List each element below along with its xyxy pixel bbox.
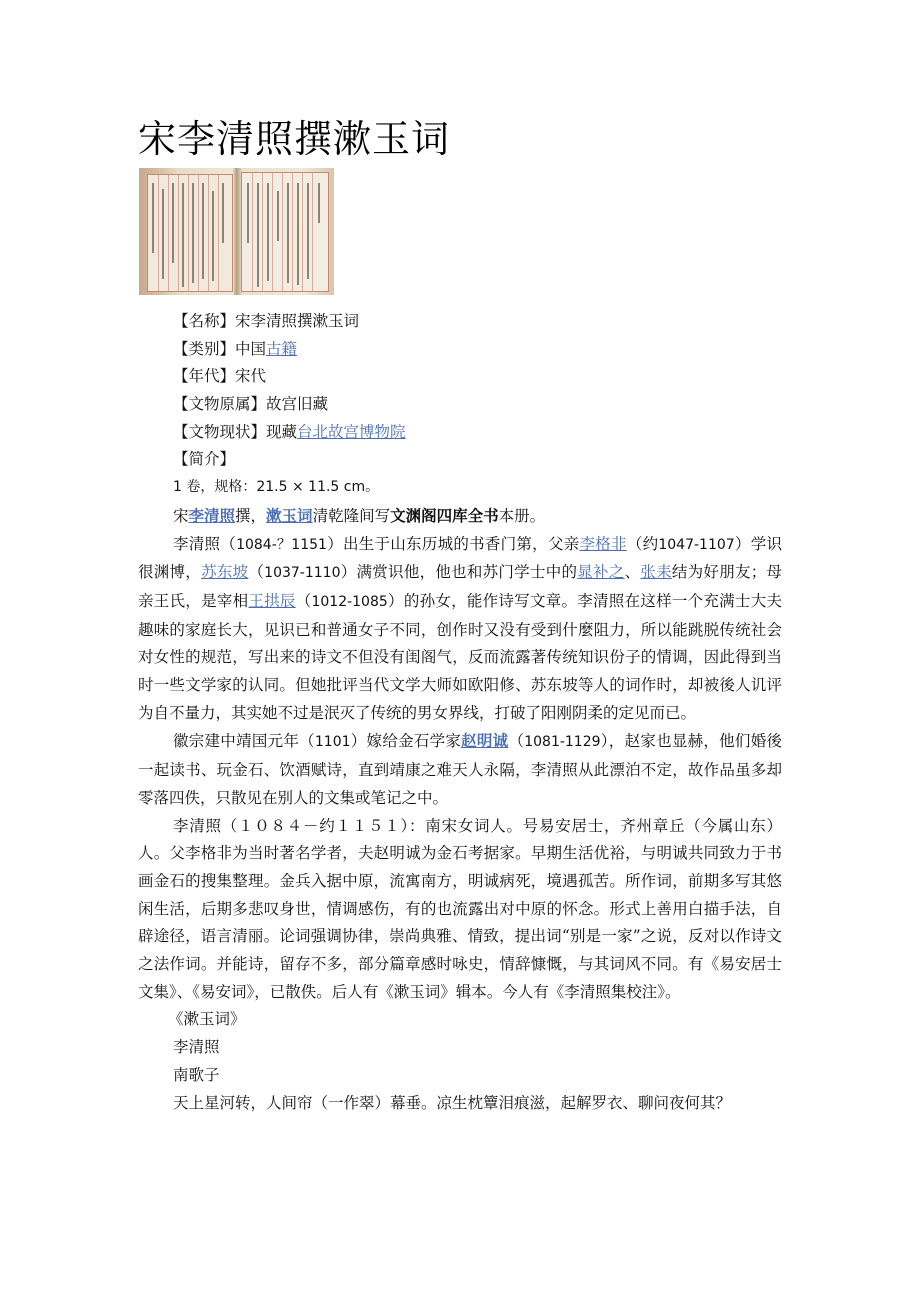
intro-line bbox=[138, 502, 782, 531]
document-title: 宋李清照撰漱玉词 bbox=[138, 117, 451, 161]
meta-status-prefix: 现藏 bbox=[266, 422, 298, 441]
meta-name-row bbox=[173, 308, 782, 336]
link-wang-gongchen[interactable]: 王拱辰 bbox=[248, 591, 296, 610]
link-chao-buzhi[interactable]: 晁补之 bbox=[577, 563, 625, 582]
manuscript-right-page bbox=[241, 172, 329, 292]
meta-category-row bbox=[173, 336, 782, 364]
link-su-dongpo[interactable]: 苏东坡 bbox=[201, 563, 249, 582]
intro-text-3: 清乾隆间写 bbox=[312, 506, 391, 525]
p1-text-2: ）出生于山东历城的书香门第，父亲 bbox=[326, 534, 580, 553]
p1-text-6: ）满赏识他，他也和苏门学士中的 bbox=[340, 563, 578, 582]
p2-text-4: ），赵家也显赫，他们婚後一起读书、玩金石、饮酒赋诗，直到靖康之难天人永隔，李清照从此漂泊不定，故作品虽多却零落四佚，只散见在别人的文集或笔记之中。 bbox=[138, 732, 782, 807]
p1-text-7: 、 bbox=[624, 563, 641, 582]
metadata-list bbox=[173, 308, 782, 502]
poem-author: 李清照 bbox=[173, 1038, 220, 1057]
intro-text-4: 本册。 bbox=[498, 506, 546, 525]
meta-name-value: 宋李清照撰漱玉词 bbox=[235, 312, 360, 330]
p1-text-9: （ bbox=[295, 591, 312, 610]
link-li-qingzhao[interactable]: 李清照 bbox=[188, 505, 236, 525]
p2-text-1: 徽宗建中靖国元年（ bbox=[173, 732, 315, 751]
meta-category-prefix: 中国 bbox=[235, 339, 267, 358]
meta-category-label: 【类别】 bbox=[173, 339, 236, 358]
poem-verse: 天上星河转，人间帘（一作翠）幕垂。凉生枕簟泪痕滋，起解罗衣、聊问夜何其？ bbox=[173, 1093, 732, 1112]
p2-text-2: ）嫁给金石学家 bbox=[350, 732, 462, 751]
manuscript-photo bbox=[139, 168, 334, 295]
p1-years-1: 1084-？1151 bbox=[236, 536, 327, 553]
meta-status-row bbox=[173, 419, 782, 447]
p1-years-4: 1012-1085 bbox=[311, 593, 388, 610]
meta-era-row bbox=[173, 363, 782, 391]
meta-origin-label: 【文物原属】 bbox=[173, 395, 267, 414]
meta-name-label: 【名称】 bbox=[173, 312, 236, 330]
meta-intro-row bbox=[173, 446, 782, 474]
p1-years-2: 1047-1107 bbox=[658, 536, 735, 553]
p1-text-8: 结为好朋友；母亲王氏，是宰相 bbox=[138, 563, 782, 610]
p1-text-1: 李清照（ bbox=[173, 534, 237, 553]
p2-text-3: （ bbox=[508, 732, 525, 751]
p1-text-5: （ bbox=[248, 563, 265, 582]
meta-origin-row bbox=[173, 391, 782, 419]
link-taipei-palace-museum[interactable]: 台北故宫博物院 bbox=[297, 422, 406, 441]
intro-bold-siku: 文渊阁四库全书 bbox=[390, 505, 499, 525]
p1-years-3: 1037-1110 bbox=[264, 565, 341, 582]
poem-tune-name: 南歌子 bbox=[173, 1065, 220, 1084]
article-body bbox=[138, 308, 782, 1117]
meta-status-label: 【文物现状】 bbox=[173, 422, 267, 441]
link-shuyu-ci[interactable]: 漱玉词 bbox=[266, 505, 313, 525]
p2-year-1: 1101 bbox=[314, 734, 351, 751]
link-li-gefei[interactable]: 李格非 bbox=[579, 534, 627, 553]
biography-paragraph-1 bbox=[138, 531, 782, 728]
intro-text-1: 宋 bbox=[173, 506, 189, 525]
link-guji[interactable]: 古籍 bbox=[266, 339, 298, 358]
link-zhang-lei[interactable]: 张耒 bbox=[640, 563, 672, 582]
biography-paragraph-2 bbox=[138, 727, 782, 812]
meta-era-value: 宋代 bbox=[235, 367, 267, 386]
p1-text-4: ）学识很渊博， bbox=[138, 534, 782, 582]
meta-origin-value: 故宫旧藏 bbox=[266, 395, 329, 414]
p2-years-2: 1081-1129 bbox=[524, 734, 601, 751]
link-zhao-mingcheng[interactable]: 赵明诚 bbox=[461, 731, 509, 751]
p1-text-3: （约 bbox=[626, 534, 659, 553]
meta-spec: 1 卷，规格：21.5 × 11.5 cm。 bbox=[173, 479, 380, 496]
meta-era-label: 【年代】 bbox=[173, 367, 236, 386]
manuscript-left-page bbox=[147, 174, 233, 292]
p1-text-10: ）的孙女，能作诗写文章。李清照在这样一个充满士大夫趣味的家庭长大，见识已和普通女子不同，创作时又没有受到什麼阻力，所以能跳脱传统社会对女性的规范，写出来的诗文不但没有闺阁气，反而流露著传统知识份子的情调，因此得到当时一些文学家的认同。但她批评当代文学大师如欧阳修、苏东坡等人的词作时，却被後人讥评为自不量力，其实她不过是泯灭了传统的男女界线，打破了阳刚阴柔的定见而已。 bbox=[138, 591, 782, 722]
intro-text-2: 撰， bbox=[235, 506, 267, 525]
biography-paragraph-3: 李清照（１０８４－约１１５１）：南宋女词人。号易安居士，齐州章丘（今属山东）人。父李格非为当时著名学者，夫赵明诚为金石考据家。早期生活优裕，与明诚共同致力于书画金石的搜集整理。金兵入据中原，流寓南方，明诚病死，境遇孤苦。所作词，前期多写其悠闲生活，后期多悲叹身世，情调感伤，有的也流露出对中原的怀念。形式上善用白描手法，自辟途径，语言清丽。论词强调协律，崇尚典雅、情致，提出词“别是一家”之说，反对以作诗文之法作词。并能诗，留存不多，部分篇章感时咏史，情辞慷慨，与其词风不同。有《易安居士文集》、《易安词》，已散佚。后人有《漱玉词》辑本。今人有《李清照集校注》。 bbox=[138, 816, 782, 1001]
book-title: 《漱玉词》 bbox=[168, 1010, 246, 1029]
meta-intro-label: 【简介】 bbox=[173, 450, 236, 469]
